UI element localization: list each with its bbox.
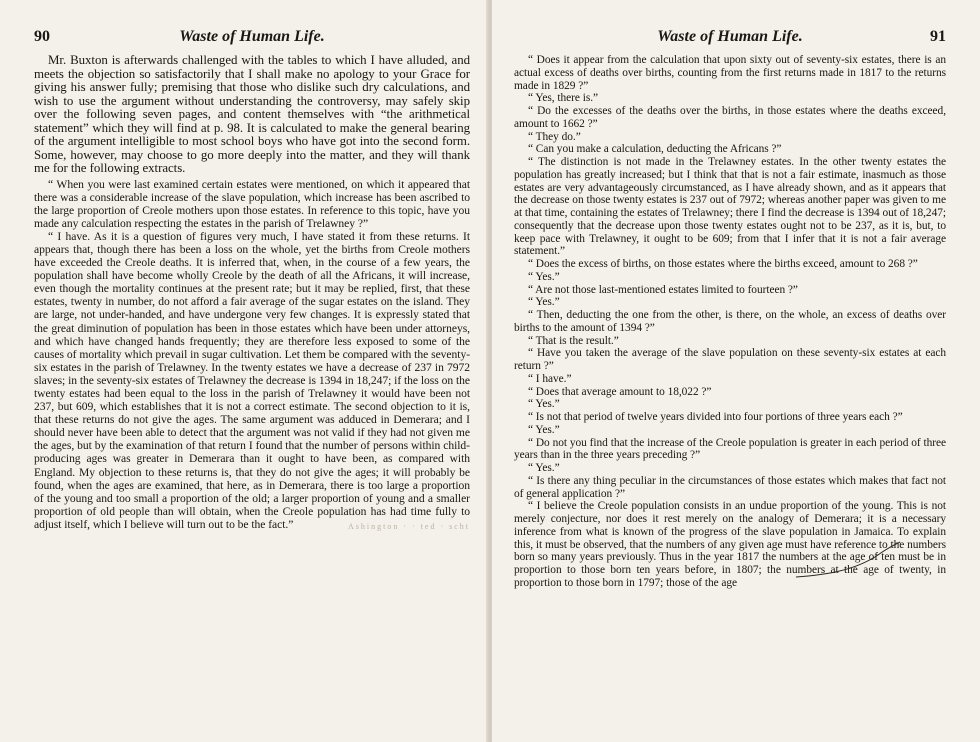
bleed-through-mark: Ashington · · ted · scht	[348, 522, 470, 532]
right-paragraph: “ Can you make a calculation, deducting the Africans ?”	[528, 143, 782, 156]
right-paragraph: “ I have.”	[528, 372, 572, 385]
right-paragraph: “ Yes.”	[528, 270, 560, 283]
left-page	[0, 0, 488, 742]
right-paragraph: “ Is not that period of twelve years divided into four portions of three years each ?”	[528, 411, 903, 423]
right-page-body	[514, 54, 946, 590]
left-page-body	[34, 54, 470, 533]
right-paragraph: “ That is the result.”	[528, 334, 619, 347]
right-paragraph: “ Have you taken the average of the slave population on these seventy-six estates at each return ?”	[514, 347, 946, 372]
right-page-number: 91	[930, 28, 946, 45]
left-page-header	[34, 28, 470, 50]
right-paragraph: “ Yes.”	[528, 398, 560, 411]
right-paragraph: “ Do the excesses of the deaths over the births, in those estates where the deaths exceed, amount to 1662 ?”	[514, 105, 946, 130]
right-paragraph: “ They do.”	[528, 130, 581, 143]
right-page-header	[514, 28, 946, 50]
left-paragraph-1: Mr. Buxton is afterwards challenged with the tables to which I have alluded, and meets the objection so satisfactorily that I shall make no apology to your Grace for giving his answer fully; premising that those who dislike such dry calculations, and wish to use the argument without understanding the controversy, may safely skip over the following seven pages, and content themselves with “the arithmetical statement” which they will find at p. 98. It is calculated to make the general bearing of the argument intelligible to most school boys who have got into the second form. Some, however, may choose to go more deeply into the matter, and they will thank me for the following extracts.	[34, 53, 470, 175]
right-running-title: Waste of Human Life.	[657, 28, 803, 45]
right-paragraph: “ Yes, there is.”	[528, 92, 599, 105]
right-paragraph: “ Do not you find that the increase of the Creole population is greater in each period of three years than in the three years preceding ?”	[514, 436, 946, 462]
right-paragraph: “ Does that average amount to 18,022 ?”	[528, 385, 712, 398]
right-paragraph: “ Are not those last-mentioned estates limited to fourteen ?”	[528, 283, 798, 296]
right-page	[492, 0, 980, 742]
left-paragraph-2: “ When you were last examined certain estates were mentioned, on which it appeared that there was a considerable increase of the slave population, which increase has been ascribed to the large proportion of Creole mothers upon those estates. In reference to this topic, have you made any calculation respecting the estates in the parish of Trelawney ?”	[34, 177, 470, 230]
handwritten-pen-mark	[794, 541, 902, 581]
left-paragraph-3: “ I have. As it is a question of figures very much, I have stated it from these returns. It appears that, though there has been a loss on the whole, yet the births from Creole mothers have exceeded the Creole deaths. It is inferred that, when, in the course of a few years, the population shall have become wholly Creole by the death of all the Africans, it will increase, even though the mortality continues at the present rate; but it may be replied, first, that these estates, twenty in number, do not afford a fair average of the sugar estates on the island. They are large, not under-handed, and have undergone very few changes. It is expressly stated that the great diminution of population has been in those estates which have been under attorneys, and which have changed hands frequently; they are therefore less exposed to some of the causes of mortality which prevail in sugar cultivation. Let them be compared with the seventy-six estates in the parish of Trelawney. In the twenty estates we have a decrease of 237 in 7972 slaves; in the seventy-six estates of Trelawney the decrease is 1394 in 18,247; if the loss on the twenty estates had been equal to the loss in the parish of Trelawney it would have been not 237, but 609, which establishes that it is not a correct estimate. The second objection to it is, that these returns do not give the ages. The same argument was adduced in Demerara; and I should never have been able to detect that the argument was not valid if they had not given me the ages, but by the examination of that return I found that the number of persons within child-producing ages was greater in Demerara than it ought to have been, as compared with England. My objection to these returns is, that they do not give the ages; it will probably be found, when the ages are examined, that here, as in Demerara, there is too large a proportion of the young and too small a proportion of the old; a larger proportion of young and a smaller proportion of old people than will obtain, when the Creole population has had time fully to adjust itself, which I believe will turn out to be the fact.”	[34, 229, 470, 531]
right-paragraph: “ Yes.”	[528, 296, 560, 309]
left-running-title: Waste of Human Life.	[179, 28, 325, 45]
left-page-number: 90	[34, 28, 50, 45]
right-paragraph: “ Does it appear from the calculation that upon sixty out of seventy-six estates, there is an actual excess of deaths over births, counting from the first returns made in 1817 to the returns made in 1829 ?”	[514, 54, 946, 92]
right-paragraph: “ Then, deducting the one from the other, is there, on the whole, an excess of deaths over births to the amount of 1394 ?”	[514, 309, 946, 334]
right-paragraph: “ Yes.”	[528, 462, 560, 474]
right-paragraph: “ Yes.”	[528, 423, 560, 436]
right-paragraph: “ The distinction is not made in the Trelawney estates. In the other twenty estates the population has greatly increased; but I think that that is not a fair estimate, inasmuch as those estates are very advantageously circumstanced, as I have already shown, and as it appears that the decrease on those twenty estates is 237 out of 7972; whereas another paper was given to me at that time, containing the estates of Trelawney; there I find the decrease is 1394 out of 18,247; consequently that the decrease upon those twenty estates ought not to be 237, as it is, but, to keep pace with Trelawney, it ought to be 609; from that I infer that it is not a fair average statement.”	[514, 156, 946, 258]
right-paragraph: “ I believe the Creole population consists in an undue proportion of the young. This is not merely conjecture, nor does it rest merely on the analogy of Demerara; it is a necessary inference from what is known of the progress of the slave population in Jamaica. To explain this, it must be observed, that the numbers of any given age must have reference to the numbers born so many years previously. Thus in the year 1817 the numbers at the age of ten must be in proportion to those born ten years before, in 1807; the numbers at the age of twenty, in proportion to those born in 1797; those of the age	[514, 500, 946, 589]
right-paragraph: “ Does the excess of births, on those estates where the births exceed, amount to 268 ?”	[528, 258, 918, 270]
right-paragraph: “ Is there any thing peculiar in the circumstances of those estates which makes that fact not of general application ?”	[514, 474, 946, 500]
